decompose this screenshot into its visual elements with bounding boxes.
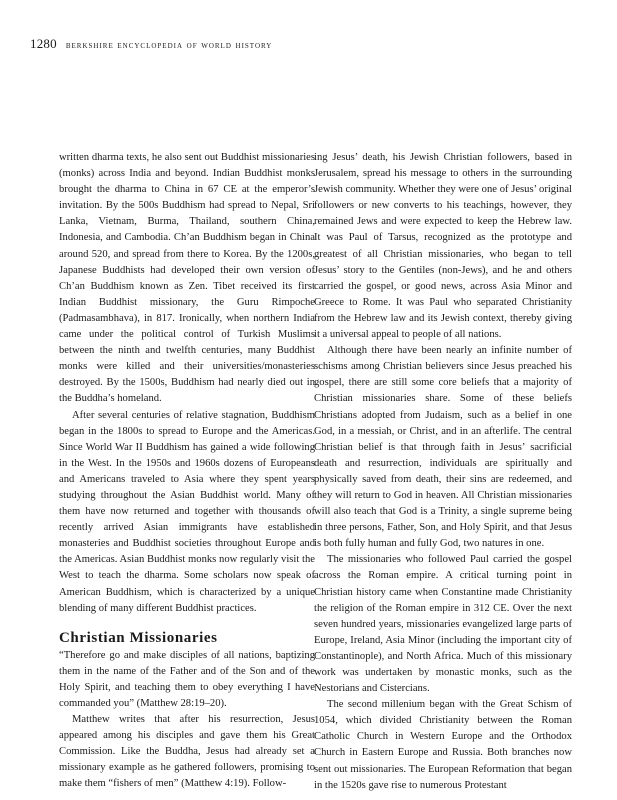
paragraph: written dharma texts, he also sent out Buddhist missionaries (monks) across India and beyond. Indian Buddhist monks brought the dharma to China in 67 CE at the emperor’s invitation. By the 500s Buddhism had spread to Nepal, Sri Lanka, Vietnam, Burma, Thailand, southern China, Indonesia, and Cambodia. Ch’an Buddhism began in China around 520, and spread from there to Korea. By the 1200s, Japanese Buddhists had developed their own version of Ch’an Buddhism known as Zen. Tibet received its first Indian Buddhist missionary, the Guru Rimpoche (Padmasambhava), in 817. Ironically, when northern India came under the political control of Turkish Muslims between the ninth and twelfth centuries, many Buddhist monks were killed and their universities/monasteries destroyed. By the 1500s, Buddhism had nearly died out in the Buddha’s homeland. bbox=[59, 152, 315, 405]
paragraph: ing Jesus’ death, his Jewish Christian followers, based in Jerusalem, spread his message to others in the surrounding Jewish community. Whether they were one of Jesus’ original followers or new converts to his teachings, however, they remained Jews and were expected to keep the Hebrew law. It was Paul of Tarsus, recognized as the prototype and greatest of all Christian missionaries, who began to tell Jesus’ story to the Gentiles (non-Jews), and he and others carried the gospel, or good news, across Asia Minor and Greece to Rome. It was Paul who separated Christianity from the Hebrew law and its Jewish context, thereby giving it a universal appeal to people of all nations. bbox=[314, 152, 572, 341]
paragraph: Matthew writes that after his resurrection, Jesus appeared among his disciples and gave them his Great Commission. Like the Buddha, Jesus had already set a missionary example as he gathered followers, promising to make them “fishers of men” (Matthew 4:19). Follow- bbox=[59, 714, 315, 790]
paragraph: The missionaries who followed Paul carried the gospel across the Roman empire. A critical turning point in Christian history came when Constantine made Christianity the religion of the Roman empire in 312 CE. Over the next seven hundred years, missionaries evangelized large parts of Europe, Ireland, Asia Minor (including the important city of Constantinople), and North Africa. Much of this missionary work was undertaken by monastic monks, such as the Nestorians and Cistercians. bbox=[314, 554, 572, 695]
running-title: berkshire encyclopedia of world history bbox=[65, 40, 273, 51]
page-number: 1280 bbox=[30, 36, 57, 51]
running-header bbox=[30, 36, 272, 52]
paragraph: The second millenium began with the Great Schism of 1054, which divided Christianity between the Roman Catholic Church in Western Europe and the Orthodox Church in Eastern Europe and Russia. Both branches now sent out missionaries. The European Reformation that began in the 1520s gave rise to numerous Protestant bbox=[314, 699, 572, 791]
paragraph: Although there have been nearly an infinite number of schisms among Christian believers since Jesus preached his gospel, there are still some core beliefs that a majority of Christian missionaries share. Some of these beliefs Christians adopted from Judaism, such as a belief in one God, in a messiah, or Christ, and in an afterlife. The central Christian belief is that through faith in Jesus’ sacrificial death and resurrection, individuals are spiritually and physically saved from death, their sins are redeemed, and they will return to God in heaven. All Christian missionaries will also teach that God is a Trinity, a single supreme being in three persons, Father, Son, and Holy Spirit, and that Jesus is both fully human and fully God, two natures in one. bbox=[314, 345, 572, 550]
left-column bbox=[59, 150, 315, 793]
right-column bbox=[314, 150, 572, 794]
paragraph: After several centuries of relative stagnation, Buddhism began in the 1800s to spread to Europe and the Americas. Since World War II Buddhism has gained a wide following in the West. In the 1950s and 1960s dozens of Europeans and Americans traveled to Asia where they spent years studying throughout the Asian Buddhist world. Many of them have now returned and together with thousands of recently arrived Asian immigrants have established monasteries and Buddhist societies throughout Europe and the Americas. Asian Buddhist monks now regularly visit the West to teach the dharma. Some scholars now speak of American Buddhism, which is characterized by a unique blending of many different Buddhist practices. bbox=[59, 409, 315, 614]
paragraph: “Therefore go and make disciples of all nations, baptizing them in the name of the Father and of the Son and of the Holy Spirit, and teaching them to obey everything I have commanded you” (Matthew 28:19–20). bbox=[59, 649, 315, 709]
section-heading: Christian Missionaries bbox=[59, 629, 218, 646]
